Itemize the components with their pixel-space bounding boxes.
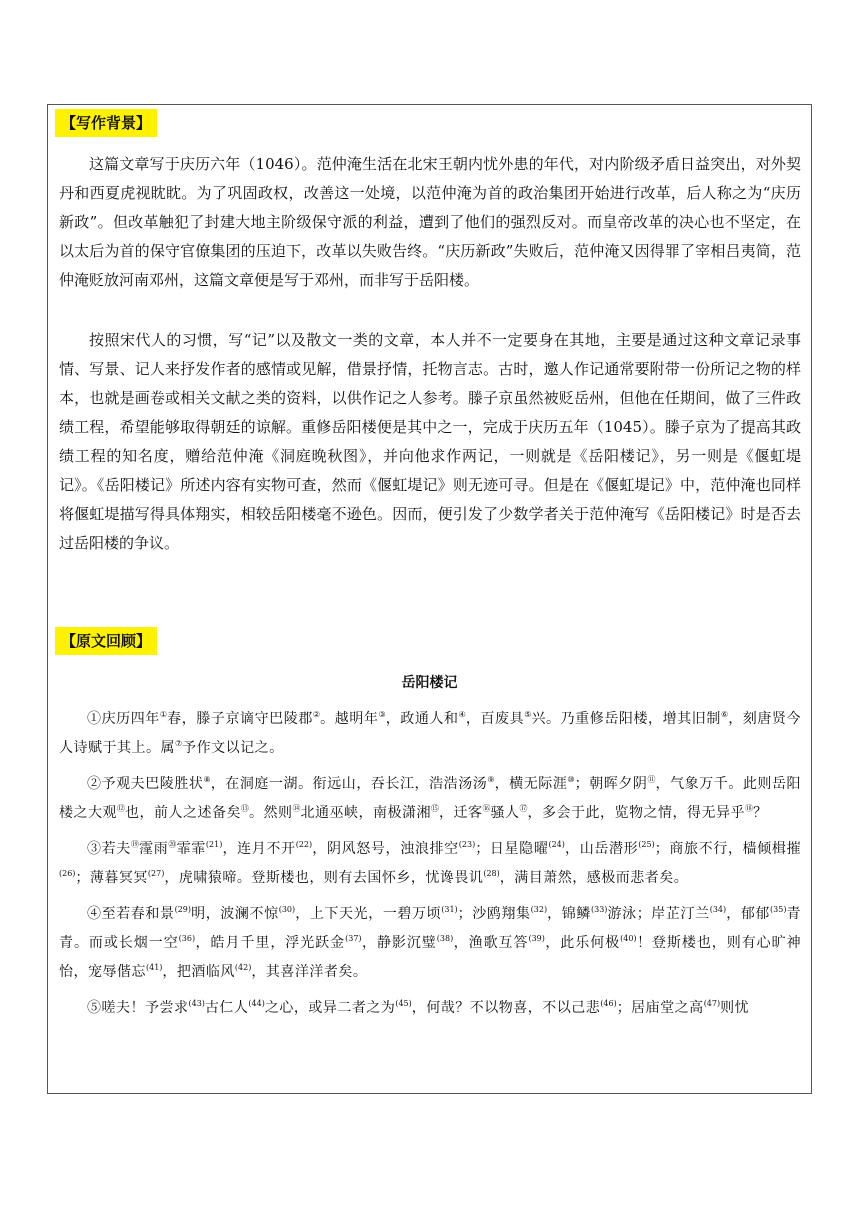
essay-text-run: ，政通人和 [385,711,459,727]
footnote-marker: ⑯ [482,804,491,813]
footnote-marker: ⑩ [567,775,575,784]
essay-text-run: ②予观夫巴陵胜状 [87,776,204,792]
essay-text-run: 青青。而或长烟一空 [59,906,802,951]
content-frame [47,104,812,1094]
footnote-marker: ⑰ [519,804,528,813]
essay-text-run: 则忧 [720,1000,750,1016]
footnote-marker: ⑦ [175,739,183,748]
essay-text-run: ；薄暮冥冥 [75,870,148,886]
footnote-marker: (23) [458,840,476,849]
essay-text-run: ，连月不开 [222,841,296,857]
footnote-marker: ⑬ [241,804,249,813]
footnote-marker: (40) [620,934,637,943]
footnote-marker: ⑭ [292,804,301,813]
essay-text-run: 兴。乃重修岳阳楼，增其旧制 [531,711,721,727]
essay-text-run: ①庆历四年 [87,711,160,727]
footnote-marker: (45) [395,999,412,1008]
essay-text-run: ，横无际涯 [494,776,568,792]
essay-text-run: 之心，或异二者之为 [264,1000,396,1016]
footnote-marker: (43) [188,999,205,1008]
footnote-marker: ④ [458,710,466,719]
essay-text-run: 。越明年 [320,711,379,727]
essay-text-run: ，静影沉璧 [361,935,437,951]
footnote-marker: ⑤ [524,710,532,719]
essay-text-run: ，何哉？不以物喜，不以己悲 [411,1000,601,1016]
essay-text-run: ，百废具 [465,711,525,727]
essay-text-run: ，把酒临风 [162,964,235,980]
essay-text-run: ，在洞庭一湖。衔远山，吞长江，浩浩汤汤 [210,776,488,792]
essay-text-run: 游泳；岸芷汀兰 [607,906,710,922]
background-paragraph-2: 按照宋代人的习惯，写“记”以及散文一类的文章，本人并不一定要身在其地，主要是通过这种文章记录事情、写景、记人来抒发作者的感情或见解，借景抒情，托物言志。古时，邀人作记通常要附带一份所记之物的样本，也就是画卷或相关文献之类的资料，以供作记之人参考。滕子京虽然被贬岳州，但他在任期间，做了三件政绩工程，希望能够取得朝廷的谅解。重修岳阳楼便是其中之一，完成于庆历五年（1045）。滕子京为了提高其政绩工程的知名度，赠给范仲淹《洞庭晚秋图》，并向他求作两记，一则就是《岳阳楼记》，另一则是《偃虹堤记》。《岳阳楼记》所述内容有实物可查，然而《偃虹堤记》则无迹可寻。但是在《偃虹堤记》中，范仲淹也同样将偃虹堤描写得具体翔实，相较岳阳楼毫不逊色。因而，便引发了少数学者关于范仲淹写《岳阳楼记》时是否去过岳阳楼的争议。 [59,331,801,552]
footnote-marker: (47) [703,999,721,1008]
footnote-marker: (30) [278,905,296,914]
footnote-marker: (36) [178,934,196,943]
footnote-marker: ⑲ [130,840,140,849]
essay-text-run: ，山岳潜形 [564,841,639,857]
essay-text-run: ！登斯楼也，则有心旷神怡，宠辱偕忘 [59,935,802,980]
footnote-marker: (27) [147,869,165,878]
footnote-marker: (31) [441,905,458,914]
footnote-marker: (34) [709,905,727,914]
footnote-marker: ⑫ [117,804,125,813]
original-text-heading: 【原文回顾】 [55,627,157,655]
footnote-marker: (22) [295,840,313,849]
essay-paragraph-4 [59,900,801,987]
background-heading: 【写作背景】 [55,109,157,137]
footnote-marker: ③ [378,710,386,719]
footnote-marker: ① [159,710,168,719]
footnote-marker: (29) [174,905,192,914]
essay-text-run: ，虎啸猿啼。登斯楼也，则有去国怀乡，忧谗畏讥 [164,870,484,886]
essay-text-run: ⑤嗟夫！予尝求 [87,1000,189,1016]
footnote-marker: ⑳ [168,840,177,849]
footnote-marker: (25) [638,840,655,849]
footnote-marker: ⑱ [745,804,753,813]
footnote-marker: (21) [205,840,223,849]
essay-text-run: ，皓月千里，浮光跃金 [195,935,346,951]
footnote-marker: ⑮ [431,804,439,813]
footnote-marker: ② [312,710,321,719]
footnote-marker: ⑪ [647,775,656,784]
footnote-marker: ⑧ [203,775,211,784]
essay-text-run: 北通巫峡，南极潇湘 [300,805,431,821]
essay-text-run: 春，滕子京谪守巴陵郡 [167,711,313,727]
essay-text-run: ，其喜洋洋者矣。 [251,964,368,980]
essay-text-run: ，渔歌互答 [453,935,529,951]
essay-text-run: 古仁人 [204,1000,249,1016]
essay-text-run: ；朝晖夕阴 [574,776,648,792]
essay-text-run: 明，波澜不惊 [191,906,279,922]
essay-text-run: ，郁郁 [726,906,771,922]
footnote-marker: (41) [146,963,163,972]
essay-text-run: ③若夫 [87,841,131,857]
footnote-marker: (46) [600,999,617,1008]
essay-text-run: ，满目萧然，感极而悲者矣。 [499,870,689,886]
essay-text-run: ④至若春和景 [87,906,175,922]
essay-text-run: ，迁客 [439,805,483,821]
essay-text-run: ，锦鳞 [547,906,591,922]
essay-paragraph-5 [59,994,801,1023]
essay-text-run: ，阴风怒号，浊浪排空 [312,841,459,857]
footnote-marker: (37) [345,934,362,943]
footnote-marker: (33) [590,905,608,914]
footnote-marker: (28) [483,869,500,878]
footnote-marker: (35) [770,905,787,914]
footnote-marker: ⑥ [720,710,729,719]
essay-title: 岳阳楼记 [401,675,458,691]
footnote-marker: (24) [548,840,565,849]
essay-text-run: 予作文以记之。 [182,740,284,756]
footnote-marker: (39) [528,934,545,943]
essay-text-run: ；居庙堂之高 [616,1000,704,1016]
essay-text-run: ；日星隐曜 [475,841,549,857]
footnote-marker: (32) [530,905,548,914]
footnote-marker: (38) [436,934,454,943]
essay-text-run: ；沙鸥翔集 [457,906,531,922]
essay-text-run: 。然则 [249,805,293,821]
footnote-marker: ⑨ [487,775,495,784]
essay-text-run: ，上下天光，一碧万顷 [295,906,442,922]
essay-text-run: ，多会于此，览物之情，得无异乎 [527,805,745,821]
essay-paragraph-1 [59,705,801,763]
background-paragraph-1: 这篇文章写于庆历六年（1046）。范仲淹生活在北宋王朝内忧外患的年代，对内阶级矛盾日益突出，对外契丹和西夏虎视眈眈。为了巩固政权，改善这一处境，以范仲淹为首的政治集团开始进行改革，后人称之为“庆历新政”。但改革触犯了封建大地主阶级保守派的利益，遭到了他们的强烈反对。而皇帝改革的决心也不坚定，在以太后为首的保守官僚集团的压迫下，改革以失败告终。“庆历新政”失败后，范仲淹又因得罪了宰相吕夷简，范仲淹贬放河南邓州，这篇文章便是写于邓州，而非写于岳阳楼。 [59,155,801,289]
essay-text-run: 霏霏 [176,841,206,857]
footnote-marker: (26) [59,869,76,878]
essay-paragraph-3 [59,835,801,893]
essay-paragraph-2 [59,770,801,828]
essay-text-run: ？ [753,805,768,821]
essay-text-run: 也，前人之述备矣 [125,805,241,821]
essay-text-run: 骚人 [490,805,520,821]
essay-body [59,705,801,1030]
essay-text-run: ；商旅不行，樯倾楫摧 [654,841,802,857]
footnote-marker: (44) [248,999,265,1008]
footnote-marker: (42) [234,963,252,972]
essay-text-run: ，此乐何极 [544,935,621,951]
essay-text-run: 霪雨 [139,841,169,857]
essay-text-run: ，气象万千。此则岳阳楼之大观 [59,776,802,821]
essay-text-run: ，刻唐贤今人诗赋于其上。属 [59,711,802,756]
